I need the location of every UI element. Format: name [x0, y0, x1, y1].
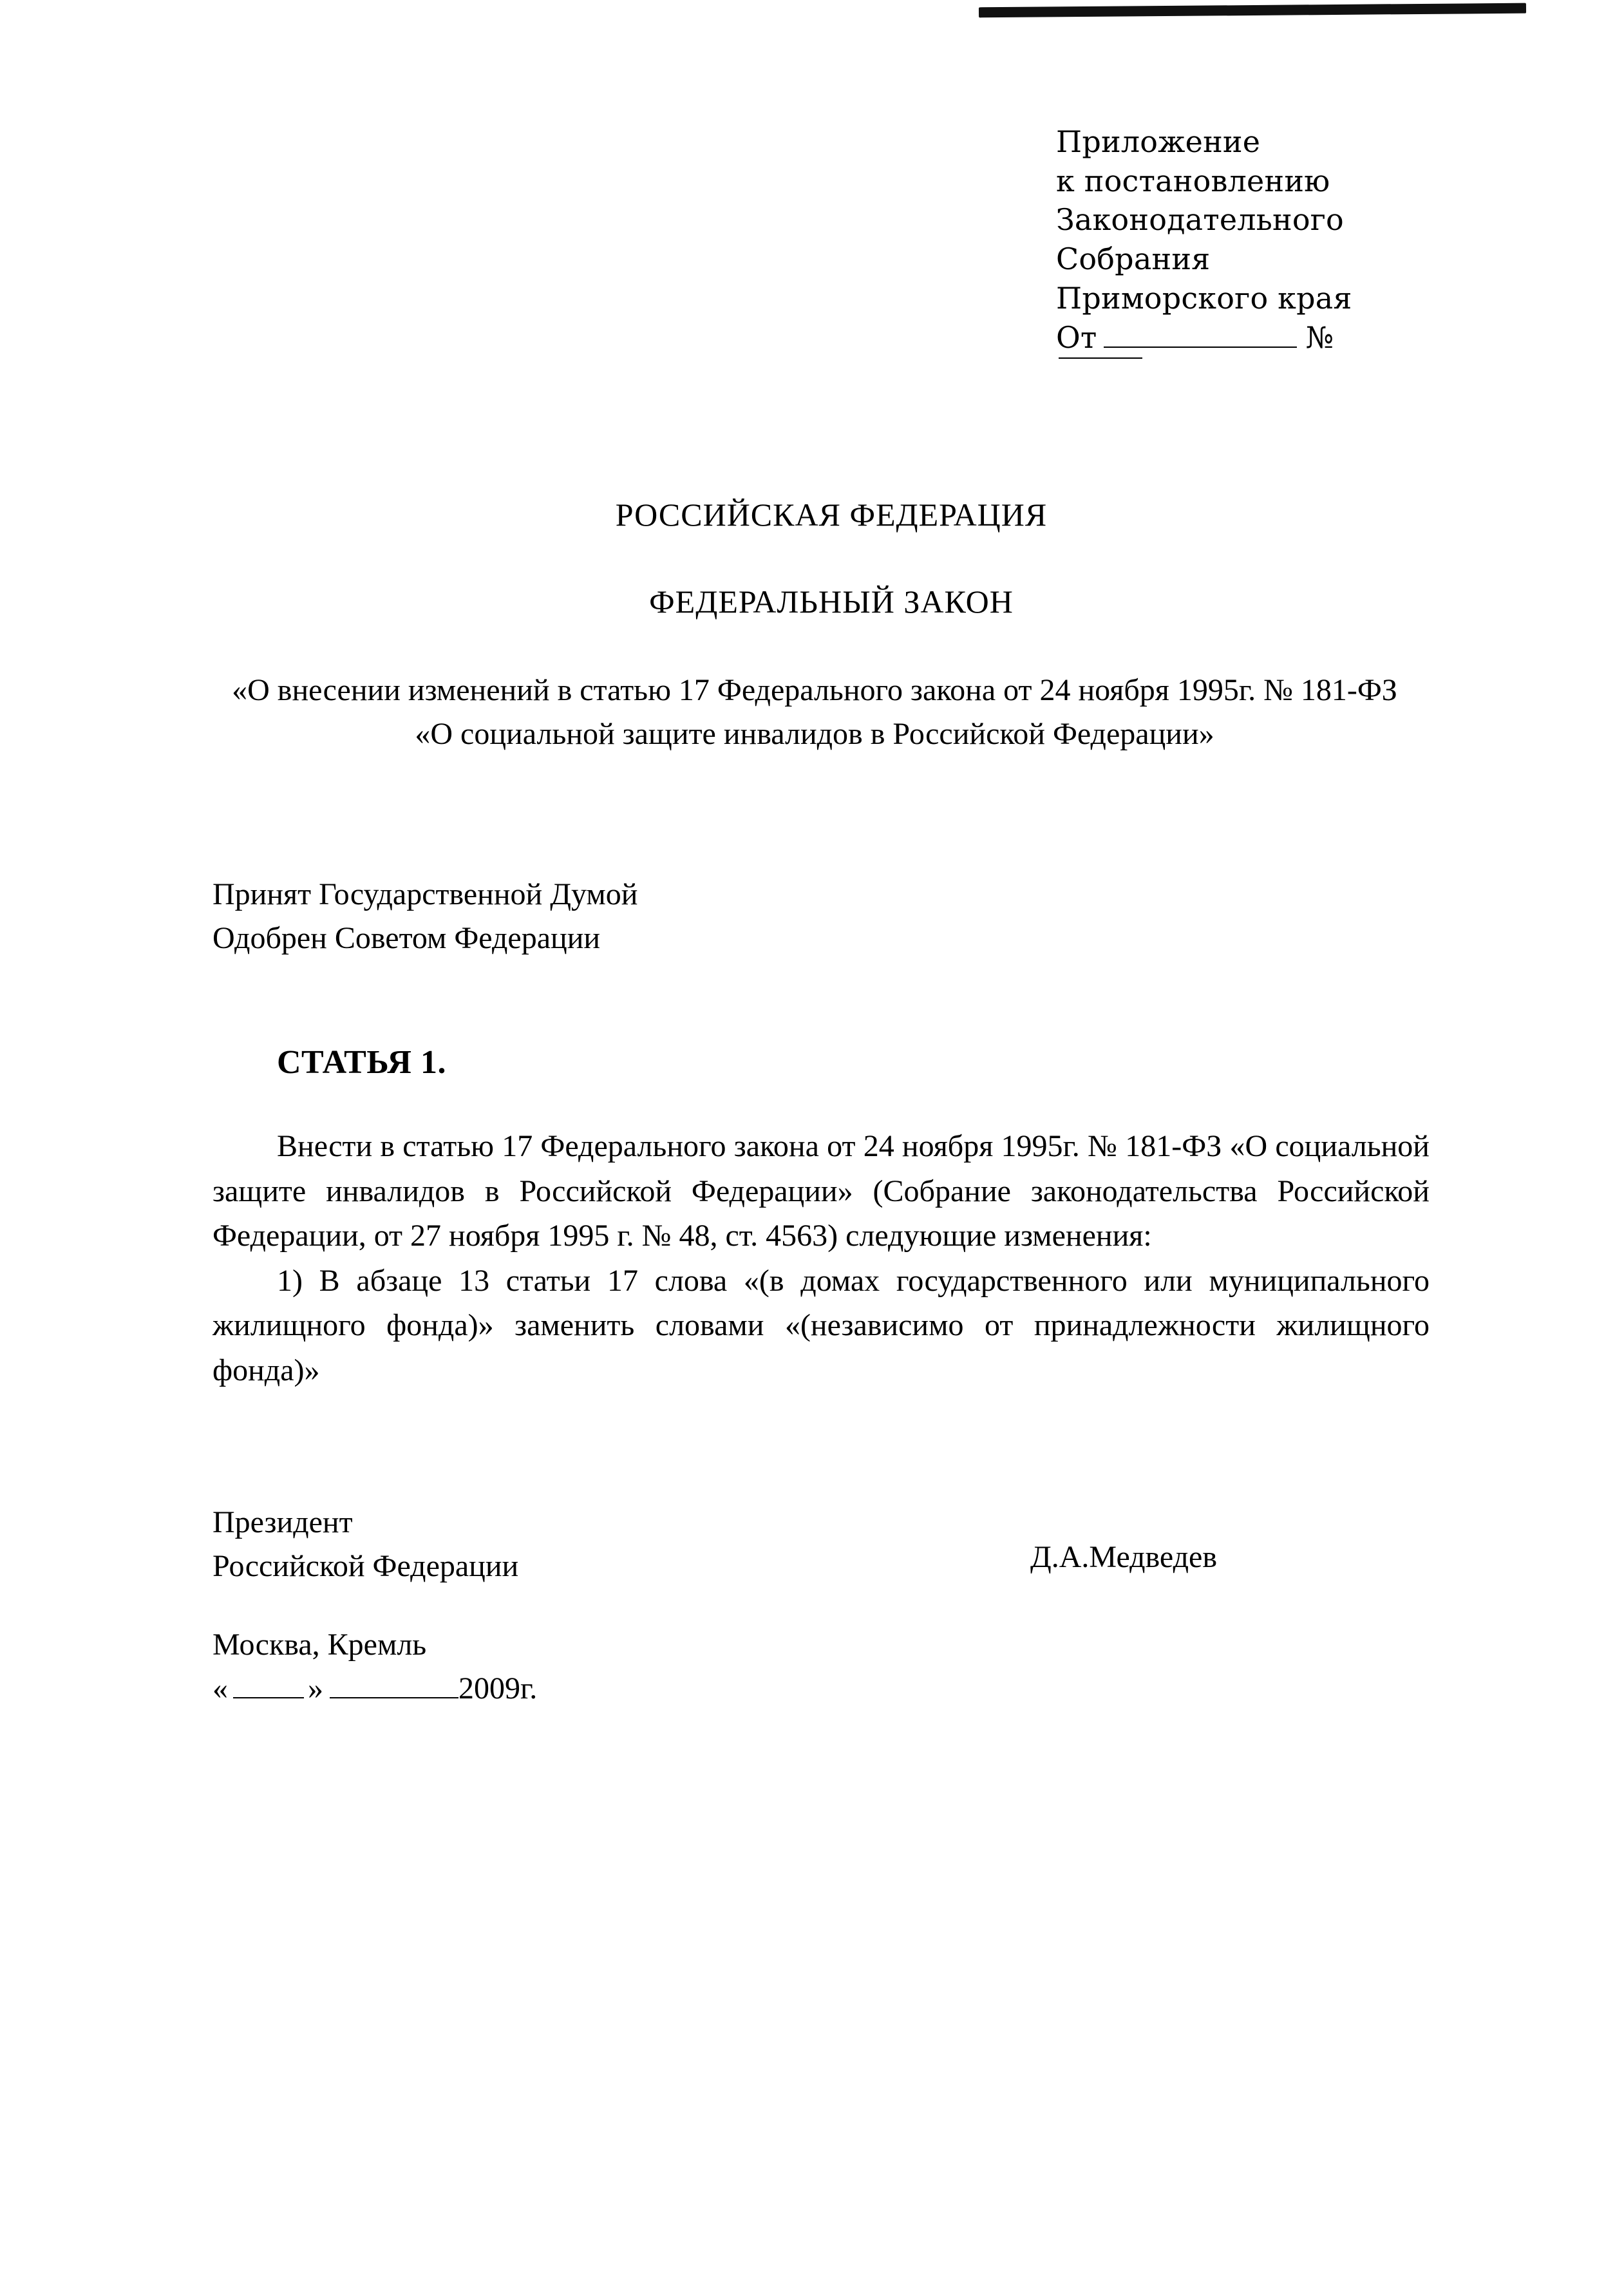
place-city: Москва, Кремль	[212, 1628, 427, 1662]
document-type-heading: ФЕДЕРАЛЬНЫЙ ЗАКОН	[649, 584, 1014, 620]
appendix-number-label: №	[1305, 319, 1334, 355]
appendix-reference-block	[1056, 122, 1507, 364]
signatory-name: Д.А.Медведев	[1030, 1540, 1217, 1574]
appendix-line-3: Законодательного	[1056, 202, 1344, 238]
date-quote-close: »	[308, 1671, 323, 1706]
date-quote-open: «	[212, 1671, 228, 1706]
article-paragraph-2: 1) В абзаце 13 статьи 17 слова «(в домах государственного или муниципального жилищного фонда)» заменить словами «(независимо от принадлежности жилищного фонда)»	[212, 1263, 1430, 1387]
approved-by-council: Одобрен Советом Федерации	[212, 921, 601, 956]
appendix-line-1: Приложение	[1056, 124, 1261, 159]
article-heading: СТАТЬЯ 1.	[277, 1044, 446, 1081]
adopted-by-duma: Принят Государственной Думой	[212, 877, 638, 911]
adoption-block	[212, 873, 1307, 960]
signatory-position-line-2: Российской Федерации	[212, 1549, 519, 1584]
appendix-line-4: Собрания	[1056, 242, 1211, 277]
appendix-line-2: к постановлению	[1056, 163, 1330, 198]
country-heading: РОССИЙСКАЯ ФЕДЕРАЦИЯ	[615, 497, 1048, 533]
place-date-line	[212, 1667, 537, 1711]
date-day-blank	[233, 1696, 304, 1698]
appendix-number-blank	[1059, 357, 1142, 359]
appendix-number-blank-line	[1056, 357, 1507, 364]
place-and-date-block	[212, 1623, 537, 1711]
appendix-date-blank	[1104, 346, 1297, 348]
article-paragraph-1: Внести в статью 17 Федерального закона от 24 ноября 1995г. № 181-ФЗ «О социальной защите инвалидов в Российской Федерации» (Собрание законодательства Российской Федерации, от 27 ноября 1995 г. № 48, ст. 4563) следующие изменения:	[212, 1129, 1430, 1253]
article-body	[212, 1124, 1430, 1393]
appendix-date-label: От	[1056, 319, 1097, 355]
appendix-line-5: Приморского края	[1056, 280, 1352, 316]
date-year: 2009г.	[458, 1671, 538, 1706]
signatory-position	[212, 1501, 518, 1588]
signatory-position-line-1: Президент	[212, 1505, 353, 1539]
date-month-blank	[330, 1696, 458, 1698]
appendix-date-number-line	[1056, 318, 1507, 357]
document-title: «О внесении изменений в статью 17 Федерального закона от 24 ноября 1995г. № 181-ФЗ «О социальной защите инвалидов в Российской Федерации»	[232, 673, 1397, 752]
